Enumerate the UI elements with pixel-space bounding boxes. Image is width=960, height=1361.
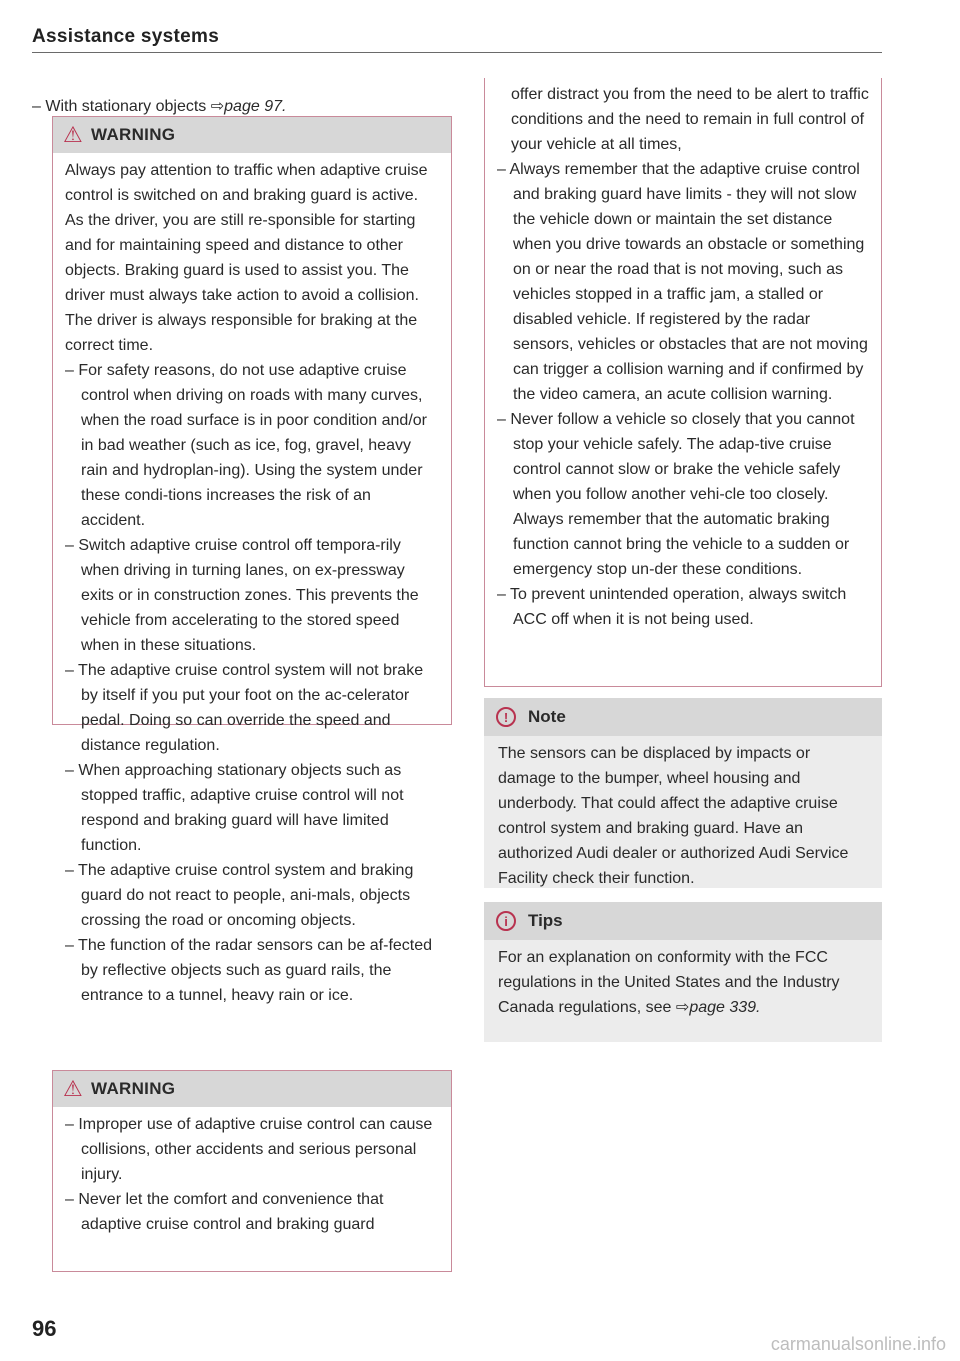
warning-box-1	[52, 116, 452, 1004]
intro-text: – With stationary objects	[32, 98, 211, 115]
tips-header	[484, 902, 882, 940]
warning-list-item: – Switch adaptive cruise control off tempora-rily when driving in turning lanes, on ex-pressway exits or in construction zones. This prevents the vehicle from accelerating to the stored speed when in these situations.	[65, 537, 419, 654]
warning-header	[53, 1071, 451, 1107]
note-body	[484, 736, 882, 899]
warning-list-item: – Never follow a vehicle so closely that you cannot stop your vehicle safely. The adap-tive cruise control cannot slow or brake the vehicle safely when you follow another vehi-cle too closely. Always remember that the automatic braking function cannot bring the vehicle to a sudden or emergency stop un-der these conditions.	[497, 411, 855, 578]
note-title: Note	[528, 707, 566, 726]
tips-box	[484, 902, 882, 1042]
info-circle-icon: i	[496, 911, 516, 931]
page-link[interactable]: ⇨page 97.	[210, 98, 287, 115]
warning-title: WARNING	[91, 125, 176, 144]
note-header	[484, 698, 882, 736]
warning-list-item: – When approaching stationary objects such as stopped traffic, adaptive cruise control will not respond and braking guard will have limited function.	[65, 762, 404, 854]
warning-box-continued	[484, 78, 882, 687]
tips-text-body: For an explanation on conformity with the FCC regulations in the United States and the Industry Canada regulations, see	[498, 949, 840, 1016]
warning-list-item: – Never let the comfort and convenience that adaptive cruise control and braking guard	[65, 1191, 384, 1233]
note-box	[484, 698, 882, 888]
warning-list-item: – The function of the radar sensors can be af-fected by reflective objects such as guard rails, the entrance to a tunnel, heavy rain or ice.	[65, 937, 433, 1004]
tips-body	[484, 940, 882, 1028]
page-number: 96	[32, 1316, 57, 1341]
header-divider	[32, 52, 882, 53]
warning-list-item: – Always remember that the adaptive cruise control and braking guard have limits - they will not slow the vehicle down or maintain the set distance when you drive towards an obstacle or something on or near the road that is not moving, such as vehicles stopped in a traffic jam, a stalled or disabled vehicle. If registered by the radar sensors, vehicles or obstacles that are not moving can trigger a collision warning and if confirmed by the video camera, an acute collision warning.	[497, 161, 868, 403]
warning-body	[485, 78, 881, 640]
note-text: The sensors can be displaced by impacts or damage to the bumper, wheel housing and underbody. That could affect the adaptive cruise control system and braking guard. Have an authorized Audi dealer or authorized Audi Service Facility check their function.	[498, 745, 849, 887]
warning-list-item: – The adaptive cruise control system will not brake by itself if you put your foot on the ac-celerator pedal. Doing so can override the speed and distance regulation.	[65, 662, 424, 754]
warning-continued-text: offer distract you from the need to be alert to traffic conditions and the need to remain in full control of your vehicle at all times,	[511, 86, 869, 153]
warning-list-item: – Improper use of adaptive cruise control can cause collisions, other accidents and serious personal injury.	[65, 1116, 433, 1183]
warning-triangle-icon: ⚠	[63, 1076, 84, 1101]
warning-title: WARNING	[91, 1079, 176, 1098]
tips-title: Tips	[528, 911, 563, 930]
warning-header	[53, 117, 451, 153]
watermark: carmanualsonline.info	[770, 1334, 946, 1354]
page-link[interactable]: ⇨page 339.	[675, 999, 761, 1016]
warning-list-item: – For safety reasons, do not use adaptive cruise control when driving on roads with many curves, when the road surface is in poor condition and/or in bad weather (such as ice, fog, gravel, heavy rain and hydroplan-ing). Using the system under these condi-tions increases the risk of an accident.	[65, 362, 427, 529]
exclamation-circle-icon: !	[496, 707, 516, 727]
warning-list-item: – The adaptive cruise control system and braking guard do not react to people, ani-mals, objects crossing the road or oncoming objects.	[65, 862, 414, 929]
warning-body	[53, 153, 451, 1016]
warning-body	[53, 1107, 451, 1245]
warning-paragraph: Always pay attention to traffic when adaptive cruise control is switched on and braking guard is active. As the driver, you are still re-sponsible for starting and for maintaining speed and distance to other objects. Braking guard is used to assist you. The driver must always take action to avoid a collision. The driver is always responsible for braking at the correct time.	[65, 162, 428, 354]
section-title: Assistance systems	[32, 26, 220, 47]
warning-triangle-icon: ⚠	[63, 122, 84, 147]
tips-text	[498, 945, 868, 1020]
warning-list-item: – To prevent unintended operation, always switch ACC off when it is not being used.	[497, 586, 847, 628]
warning-box-2	[52, 1070, 452, 1272]
